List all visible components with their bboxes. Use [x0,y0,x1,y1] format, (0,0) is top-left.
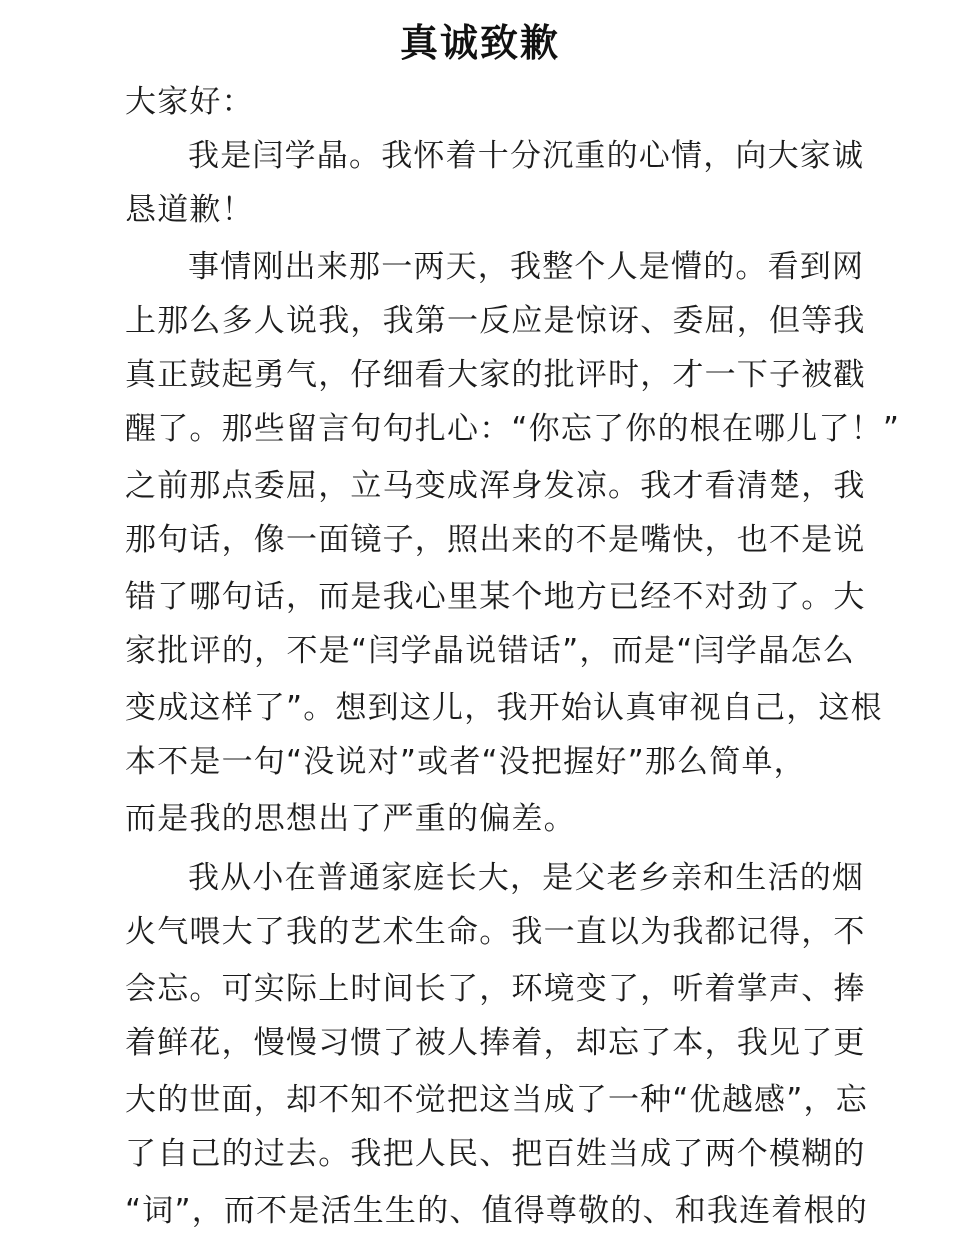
paragraph-3-line-1: 我从小在普通家庭长大，是父老乡亲和生活的烟 [188,860,865,896]
paragraph-2-line-6: 那句话，像一面镜子，照出来的不是嘴快，也不是说 [125,522,866,558]
paragraph-2-line-8: 家批评的，不是“闫学晶说错话”，而是“闫学晶怎么 [125,633,855,669]
paragraph-3-line-6: 了自己的过去。我把人民、把百姓当成了两个模糊的 [125,1136,866,1172]
paragraph-2-line-11: 而是我的思想出了严重的偏差。 [125,801,576,837]
paragraph-2-line-1: 事情刚出来那一两天，我整个人是懵的。看到网 [188,249,865,285]
salutation: 大家好： [125,84,254,120]
paragraph-3-line-2: 火气喂大了我的艺术生命。我一直以为我都记得，不 [125,914,866,950]
paragraph-1-line-1: 我是闫学晶。我怀着十分沉重的心情，向大家诚 [188,138,865,174]
paragraph-2-line-10: 本不是一句“没说对”或者“没把握好”那么简单， [125,744,806,780]
document-title: 真诚致歉 [399,21,560,65]
paragraph-1-line-2: 恳道歉！ [125,192,254,228]
paragraph-3-line-5: 大的世面，却不知不觉把这当成了一种“优越感”，忘 [125,1082,868,1118]
paragraph-2-line-4: 醒了。那些留言句句扎心：“你忘了你的根在哪儿了！” [125,411,901,447]
paragraph-3-line-3: 会忘。可实际上时间长了，环境变了，听着掌声、捧 [125,971,866,1007]
paragraph-2-line-2: 上那么多人说我，我第一反应是惊讶、委屈，但等我 [125,303,866,339]
paragraph-2-line-9: 变成这样了”。想到这儿，我开始认真审视自己，这根 [125,690,883,726]
paragraph-2-line-5: 之前那点委屈，立马变成浑身发凉。我才看清楚，我 [125,468,866,504]
paragraph-2-line-7: 错了哪句话，而是我心里某个地方已经不对劲了。大 [125,579,866,615]
paragraph-3-line-4: 着鲜花，慢慢习惯了被人捧着，却忘了本，我见了更 [125,1025,866,1061]
paragraph-2-line-3: 真正鼓起勇气，仔细看大家的批评时，才一下子被戳 [125,357,866,393]
paragraph-3-line-7: “词”，而不是活生生的、值得尊敬的、和我连着根的 [125,1193,868,1229]
